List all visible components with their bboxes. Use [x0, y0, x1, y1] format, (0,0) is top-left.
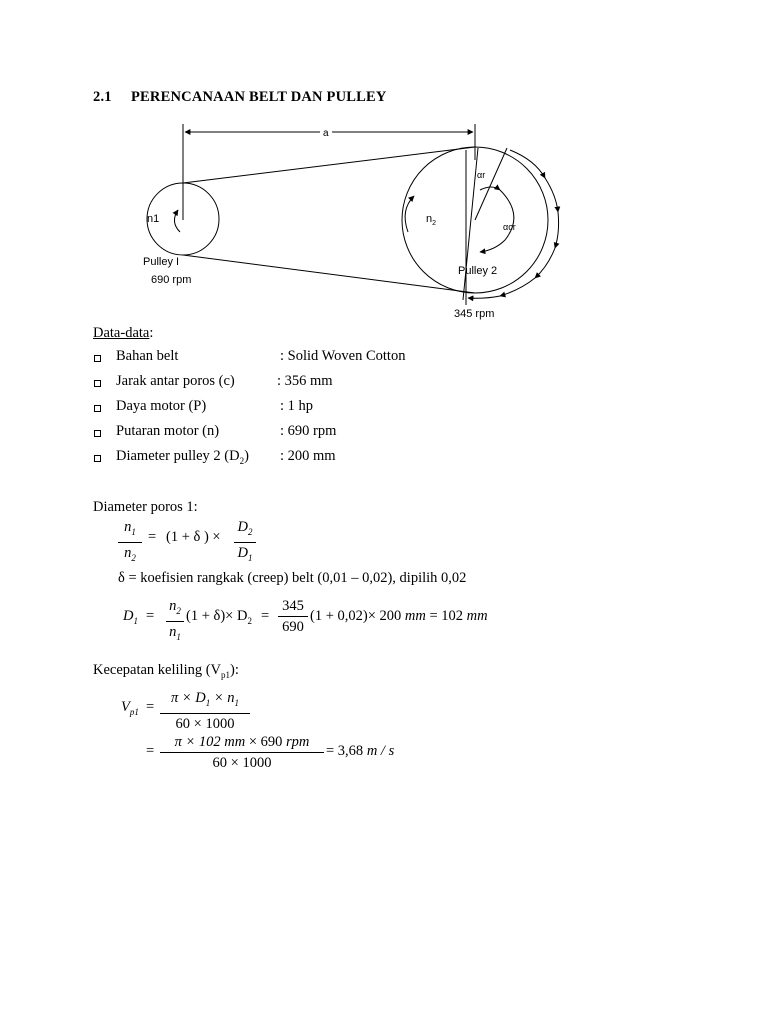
- bullet-icon: [94, 430, 101, 437]
- n1-rotation-arrow: [174, 210, 180, 232]
- section-title: PERENCANAAN BELT DAN PULLEY: [131, 89, 387, 105]
- data-label: Jarak antar poros (c): [116, 373, 235, 389]
- eq2-mid: $(1 + \delta)\times D_2$: [186, 608, 252, 626]
- eq1-equals: =: [148, 529, 157, 545]
- eq3-lhs: $V_{p1}$: [121, 699, 139, 717]
- outer-arc-3: [555, 212, 559, 248]
- equation-velocity: [118, 689, 338, 733]
- eq2-tail: (1 + 0,02)× 200 mm = 102 mm: [310, 608, 488, 624]
- list-item: [93, 375, 593, 395]
- velocity-title: Kecepatan keliling $(V_{p1})$:: [93, 662, 239, 680]
- n2-rotation-arrow: [405, 196, 414, 232]
- section-number: 2.1: [93, 89, 112, 105]
- diameter-title: Diameter poros 1:: [93, 499, 198, 515]
- data-label: Putaran motor (n): [116, 423, 220, 439]
- bullet-icon: [94, 355, 101, 362]
- alpha-cr-label: αcr: [503, 222, 516, 232]
- list-item: [93, 400, 593, 420]
- list-item: [93, 350, 593, 370]
- equation-d1: [118, 597, 538, 641]
- eq1-mid: (1 + δ ) ×: [166, 529, 221, 545]
- pulley2-rpm: 345 rpm: [454, 308, 495, 320]
- fraction-n2-n1: $n_2$ $n_1$: [166, 597, 184, 646]
- pulley2-diagonal: [463, 148, 478, 300]
- fraction-d2-d1: $D_2$ $D_1$: [234, 518, 256, 567]
- fraction-velocity-values: π × 102 mm × 690 rpm 60 × 1000: [160, 733, 324, 772]
- bullet-icon: [94, 380, 101, 387]
- list-item: [93, 425, 593, 445]
- data-label: Daya motor (P): [116, 398, 207, 414]
- data-value: : 690 rpm: [280, 423, 337, 439]
- pulley2-radial: [475, 148, 507, 220]
- eq3-equals: =: [146, 699, 155, 715]
- fraction-n1-n2: $n_1$ $n_2$: [118, 518, 142, 567]
- alpha-cr-arc: [480, 190, 514, 252]
- data-title-text: Data-data: [93, 325, 150, 341]
- n1-label: n1: [147, 213, 160, 225]
- equation-ratio: [118, 518, 288, 562]
- fraction-velocity: $\pi \times D_1 \times n_1$ 60 × 1000: [160, 689, 250, 733]
- pulley1-label: Pulley I: [143, 256, 180, 268]
- belt-top: [183, 147, 475, 183]
- alpha-r-label: αr: [477, 170, 486, 180]
- data-title: [93, 325, 153, 342]
- list-item: [93, 450, 593, 470]
- data-value: : Solid Woven Cotton: [280, 348, 406, 364]
- outer-arc-1: [510, 150, 545, 178]
- eq4-equals: =: [146, 743, 155, 759]
- data-label: Diameter pulley 2 $(D_2)$: [116, 448, 249, 466]
- bullet-icon: [94, 405, 101, 412]
- equation-velocity-result: [118, 733, 448, 777]
- belt-bottom: [183, 255, 475, 293]
- eq2-equals-2: =: [261, 608, 270, 624]
- outer-arc-5: [500, 278, 535, 296]
- bullet-icon: [94, 455, 101, 462]
- dim-a-label: a: [323, 128, 329, 139]
- outer-arc-4: [535, 248, 555, 278]
- pulley2-label: Pulley 2: [458, 265, 498, 277]
- n2-label: $n_2$: [426, 213, 437, 227]
- data-title-colon: :: [149, 325, 154, 341]
- data-value: : 1 hp: [280, 398, 314, 414]
- belt-pulley-diagram: [0, 0, 768, 330]
- alpha-r-arc: [480, 187, 500, 190]
- data-value: : 356 mm: [277, 373, 333, 389]
- outer-arc-6: [468, 296, 500, 298]
- data-label: Bahan belt: [116, 348, 179, 364]
- eq2-lhs: $D_1$: [123, 608, 138, 626]
- fraction-345-690: 345 690: [278, 597, 308, 636]
- data-value: : 200 mm: [280, 448, 336, 464]
- delta-definition: δ = koefisien rangkak (creep) belt (0,01 – 0,02), dipilih 0,02: [118, 570, 467, 586]
- pulley1-rpm: 690 rpm: [151, 274, 192, 286]
- eq2-equals: =: [146, 608, 155, 624]
- eq4-result: = 3,68 m / s: [326, 743, 395, 759]
